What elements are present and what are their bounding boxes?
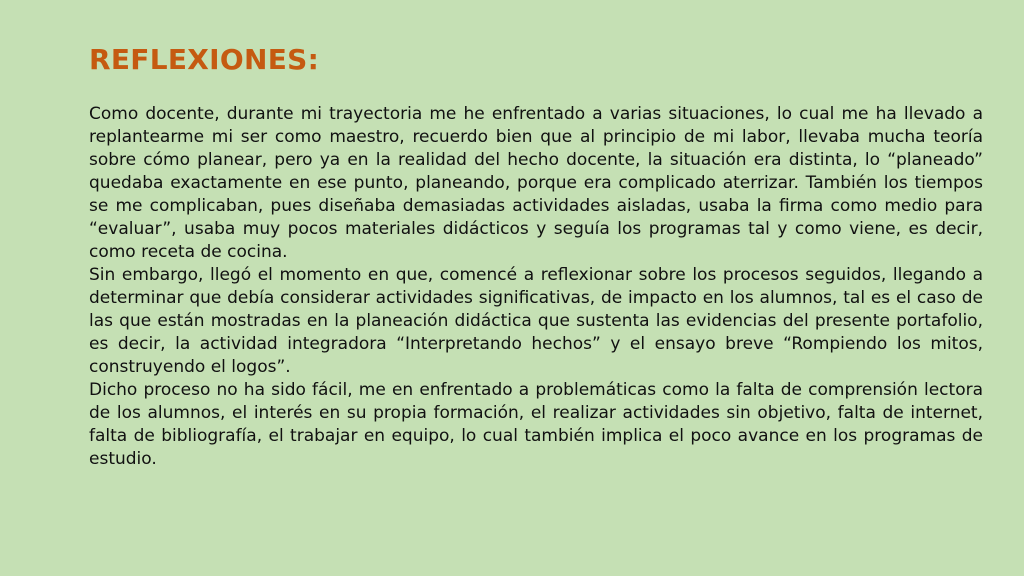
slide-title: REFLEXIONES: [89,43,320,76]
paragraph-1: Como docente, durante mi trayectoria me he enfrentado a varias situaciones, lo cual me ha llevado a replantearme mi ser como maestro, recuerdo bien que al principio de mi labor, llevaba mucha teoría sobre cómo planear, pero ya en la realidad del hecho docente, la situación era distinta, lo “planeado” quedaba exactamente en ese punto, planeando, porque era complicado aterrizar. También los tiempos se me complicaban, pues diseñaba demasiadas actividades aisladas, usaba la firma como medio para “evaluar”, usaba muy pocos materiales didácticos y seguía los programas tal y como viene, es decir, como receta de cocina. [89,104,983,262]
reflection-body [89,103,983,471]
paragraph-3: Dicho proceso no ha sido fácil, me en enfrentado a problemáticas como la falta de comprensión lectora de los alumnos, el interés en su propia formación, el realizar actividades sin objetivo, falta de internet, falta de bibliografía, el trabajar en equipo, lo cual también implica el poco avance en los programas de estudio. [89,380,983,469]
paragraph-2: Sin embargo, llegó el momento en que, comencé a reflexionar sobre los procesos seguidos, llegando a determinar que debía considerar actividades significativas, de impacto en los alumnos, tal es el caso de las que están mostradas en la planeación didáctica que sustenta las evidencias del presente portafolio, es decir, la actividad integradora “Interpretando hechos” y el ensayo breve “Rompiendo los mitos, construyendo el logos”. [89,265,983,377]
